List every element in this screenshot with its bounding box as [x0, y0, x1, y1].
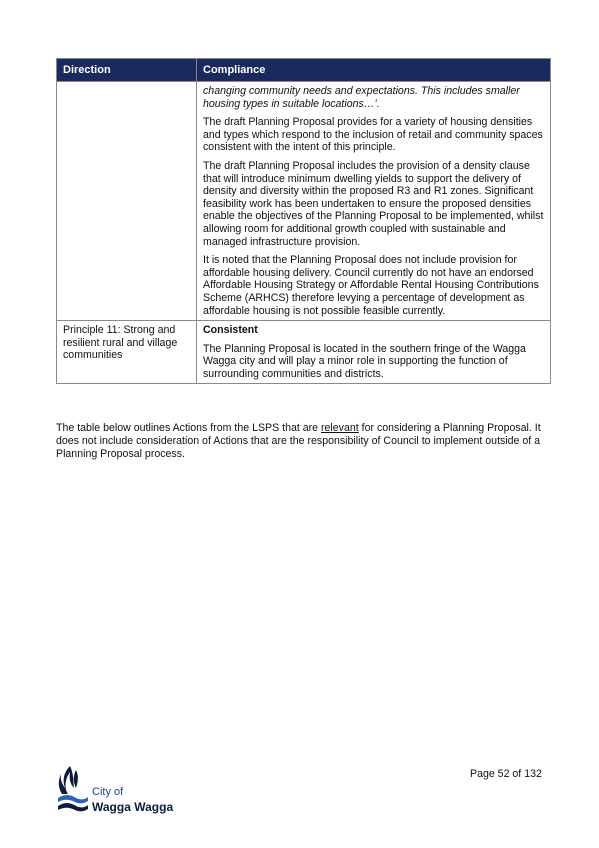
- table-header-row: [57, 59, 551, 82]
- compliance-cell: [197, 82, 551, 321]
- compliance-status: Consistent: [203, 324, 258, 337]
- direction-cell: Principle 11: Strong and resilient rural and village communities: [57, 321, 197, 384]
- wave-emblem-icon: [56, 762, 90, 820]
- compliance-paragraph: The draft Planning Proposal includes the provision of a density clause that will introduce minimum dwelling yields to support the delivery of density and diversity within the proposed R3 and R1 zones. Significant feasibility work has been undertaken to ensure the proposed densities enable the objectives of the Planning Proposal to be implemented, whilst allowing room for additional growth coupled with sustainable and managed infrastructure provision.: [203, 159, 544, 248]
- compliance-cell: [197, 321, 551, 384]
- compliance-paragraph: The Planning Proposal is located in the southern fringe of the Wagga Wagga city and will play a minor role in supporting the function of surrounding communities and districts.: [203, 342, 526, 380]
- table-row: [57, 82, 551, 321]
- logo-city-text: City of: [92, 786, 124, 798]
- direction-cell: [57, 82, 197, 321]
- logo-name-text: Wagga Wagga: [92, 800, 174, 814]
- header-direction: Direction: [57, 59, 197, 82]
- body-paragraph: [56, 422, 551, 461]
- underlined-word: relevant: [321, 422, 359, 434]
- quote-text: changing community needs and expectations. This includes smaller housing types in suitable locations…’.: [203, 85, 520, 110]
- body-text: for considering a Planning Proposal. It does not include consideration of Actions that are the responsibility of Council to implement outside of a Planning Proposal process.: [56, 422, 541, 460]
- compliance-table: [56, 58, 551, 384]
- council-logo: [56, 762, 186, 820]
- body-text: The table below outlines Actions from the LSPS that are: [56, 422, 321, 434]
- compliance-paragraph: It is noted that the Planning Proposal does not include provision for affordable housing delivery. Council currently do not have an endorsed Affordable Housing Strategy or Affordable Rental Housing Contributions Scheme (ARHCS) therefore levying a percentage of development as affordable housing is not possible feasible currently.: [203, 254, 539, 317]
- page-number: Page 52 of 132: [470, 768, 542, 780]
- compliance-paragraph: The draft Planning Proposal provides for a variety of housing densities and types which respond to the inclusion of retail and community spaces consistent with the intent of this principle.: [203, 116, 543, 154]
- header-compliance: Compliance: [197, 59, 551, 82]
- table-row: [57, 321, 551, 384]
